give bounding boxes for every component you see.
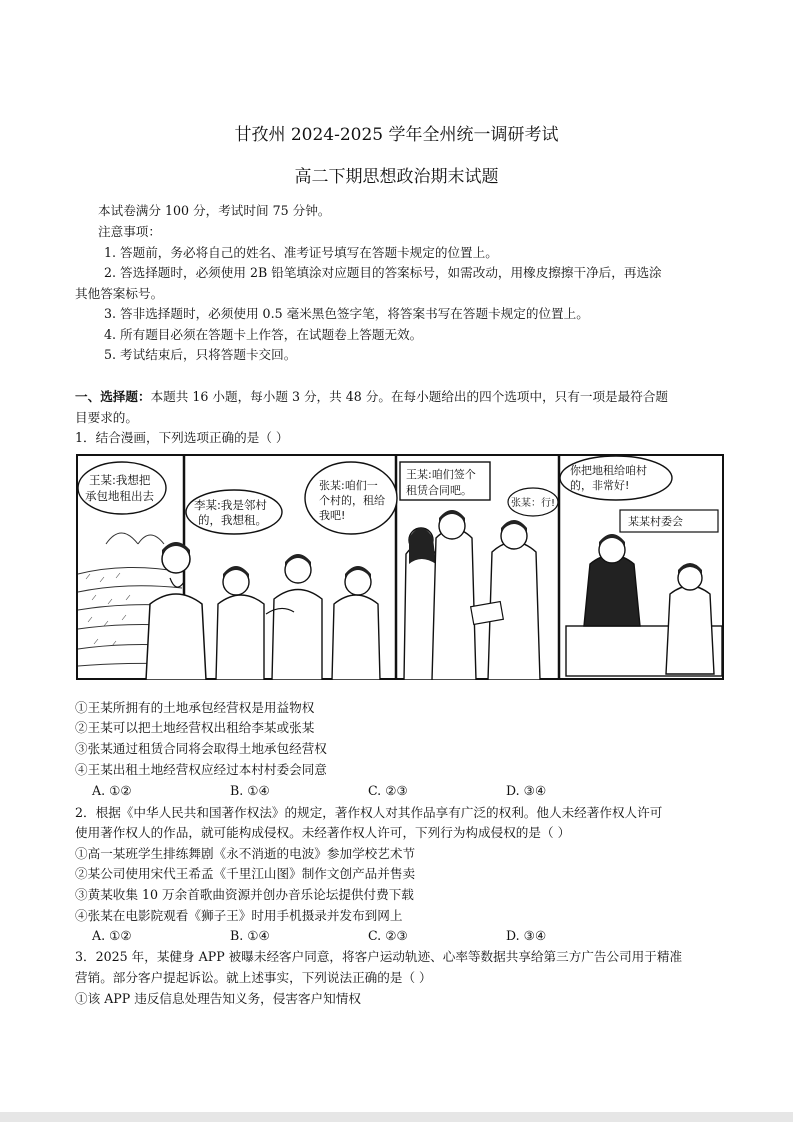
q1-item: ②王某可以把土地经营权出租给李某或张某	[75, 720, 315, 735]
q3-stem-cont: 营销。部分客户提起诉讼。就上述事实，下列说法正确的是（ ）	[75, 970, 432, 985]
q1-item: ①王某所拥有的土地承包经营权是用益物权	[75, 700, 315, 715]
comic-bubble-text: 租赁合同吧。	[406, 484, 472, 497]
note-item: 1. 答题前，务必将自己的姓名、准考证号填写在答题卡规定的位置上。	[104, 245, 498, 260]
q2-option-d: D. ③④	[506, 928, 547, 943]
exam-intro: 本试卷满分 100 分，考试时间 75 分钟。	[98, 203, 331, 218]
comic-bubble-text: 个村的，租给	[319, 494, 385, 507]
comic-bubble-text: 承包地租出去	[85, 489, 154, 503]
q2-item: ①高一某班学生排练舞剧《永不消逝的电波》参加学校艺术节	[75, 846, 416, 861]
q2-option-b: B. ①④	[230, 928, 270, 943]
exam-subtitle: 高二下期思想政治期末试题	[294, 167, 499, 187]
page-bottom-edge	[0, 1112, 793, 1122]
exam-title: 甘孜州 2024-2025 学年全州统一调研考试	[234, 125, 559, 145]
q1-options	[92, 782, 644, 800]
note-item: 其他答案标号。	[75, 286, 164, 301]
comic-bubble-text: 我吧!	[319, 509, 346, 522]
note-item: 3. 答非选择题时，必须使用 0.5 毫米黑色签字笔，将答案书写在答题卡规定的位置上。	[104, 306, 589, 321]
comic-bubble-text: 王某:我想把	[89, 473, 151, 487]
q1-stem: 1．结合漫画，下列选项正确的是（ ）	[75, 430, 289, 445]
q2-option-c: C. ②③	[368, 928, 408, 943]
comic-bubble-text: 的，非常好!	[570, 479, 630, 492]
section-text: 本题共 16 小题，每小题 3 分，共 48 分。在每小题给出的四个选项中，只有一项是最符合题	[150, 389, 669, 404]
q1-option-b: B. ①④	[230, 783, 270, 798]
q1-option-d: D. ③④	[506, 783, 547, 798]
q2-item: ④张某在电影院观看《狮子王》时用手机摄录并发布到网上	[75, 908, 403, 923]
q2-item: ②某公司使用宋代王希孟《千里江山图》制作文创产品并售卖	[75, 866, 416, 881]
q1-item: ④王某出租土地经营权应经过本村村委会同意	[75, 762, 327, 777]
note-item: 5. 考试结束后，只将答题卡交回。	[104, 347, 297, 362]
q2-option-a: A. ①②	[92, 928, 132, 943]
q3-item: ①该 APP 违反信息处理告知义务，侵害客户知情权	[75, 991, 361, 1006]
q3-stem: 3．2025 年，某健身 APP 被曝未经客户同意，将客户运动轨迹、心率等数据共享给第三方广告公司用于精准	[75, 949, 683, 964]
q1-comic-image	[76, 454, 724, 680]
note-item: 4. 所有题目必须在答题卡上作答，在试题卷上答题无效。	[104, 327, 423, 342]
comic-bubble-text: 李某:我是邻村	[194, 498, 267, 512]
q2-stem: 2．根据《中华人民共和国著作权法》的规定，著作权人对其作品享有广泛的权利。他人未经著作权人许可	[75, 805, 663, 820]
note-item: 2. 答选择题时，必须使用 2B 铅笔填涂对应题目的答案标号，如需改动，用橡皮擦擦干净后，再选涂	[104, 265, 662, 280]
comic-bubble-text: 你把地租给咱村	[570, 464, 647, 477]
comic-bubble-text: 张某：行!	[511, 498, 556, 509]
notes-heading: 注意事项：	[98, 224, 161, 239]
comic-bubble-text: 的，我想租。	[198, 513, 267, 527]
comic-sign-text: 某某村委会	[628, 515, 683, 528]
section-text-cont: 目要求的。	[75, 410, 138, 425]
q2-item: ③黄某收集 10 万余首歌曲资源并创办音乐论坛提供付费下载	[75, 887, 414, 902]
section-heading	[75, 388, 668, 406]
q2-stem-cont: 使用著作权人的作品，就可能构成侵权。未经著作权人许可，下列行为构成侵权的是（ ）	[75, 825, 571, 840]
q2-options	[92, 927, 644, 945]
comic-bubble-text: 王某:咱们签个	[406, 468, 476, 481]
section-label: 一、选择题：	[75, 389, 151, 404]
q1-option-a: A. ①②	[92, 783, 132, 798]
q1-option-c: C. ②③	[368, 783, 408, 798]
q1-item: ③张某通过租赁合同将会取得土地承包经营权	[75, 741, 327, 756]
comic-bubble-text: 张某:咱们一	[319, 479, 378, 492]
